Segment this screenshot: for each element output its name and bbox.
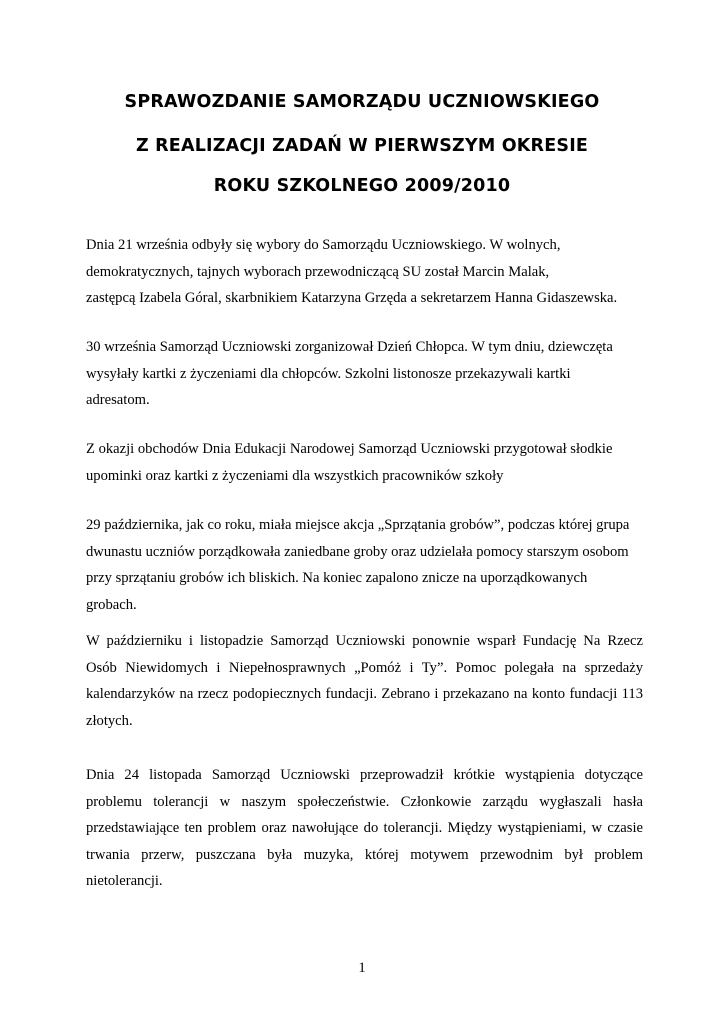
paragraph-line: grobach. [86,596,137,613]
paragraph-line: kalendarzyków na rzecz podopiecznych fundacji. Zebrano i przekazano na konto fundacji 113 [86,686,643,702]
paragraph-teachers-day [86,436,643,489]
paragraph-line: trwania przerw, puszczana była muzyka, której motywem przewodnim był problem [86,846,643,863]
paragraph-line: Dnia 21 września odbyły się wybory do Samorządu Uczniowskiego. W wolnych, [86,237,561,253]
paragraph-line: 29 października, jak co roku, miała miejsce akcja „Sprzątania grobów”, podczas której grupa [86,517,630,533]
paragraph-line: dwunastu uczniów porządkowała zaniedbane groby oraz udzielała pomocy starszym osobom [86,543,629,560]
paragraph-line: problemu tolerancji w naszym społeczeństwie. Członkowie zarządu wygłaszali hasła [86,793,643,810]
paragraph-line: zastępcą Izabela Góral, skarbnikiem Katarzyna Grzęda a sekretarzem Hanna Gidaszewska. [86,290,618,306]
paragraph-foundation-support [86,628,643,734]
page-number: 1 [358,960,366,976]
paragraph-line: Osób Niewidomych i Niepełnosprawnych „Pomóż i Ty”. Pomoc polegała na sprzedaży [86,659,643,676]
paragraph-line: złotych. [86,712,133,729]
paragraph-line: przedstawiające ten problem oraz nawołujące do tolerancji. Między wystąpieniami, w czasie [86,820,643,836]
paragraph-tolerance [86,762,643,895]
paragraph-line: adresatom. [86,392,150,408]
document-title-line-3: ROKU SZKOLNEGO 2009/2010 [213,176,511,196]
paragraph-line: nietolerancji. [86,873,163,889]
paragraph-boys-day [86,334,643,414]
paragraph-elections [86,232,643,312]
document-title-line-2: Z REALIZACJI ZADAŃ W PIERWSZYM OKRESIE [135,136,589,156]
paragraph-line: 30 września Samorząd Uczniowski zorganizował Dzień Chłopca. W tym dniu, dziewczęta [86,339,613,355]
paragraph-line: Dnia 24 listopada Samorząd Uczniowski przeprowadził krótkie wystąpienia dotyczące [86,767,643,783]
paragraph-line: upominki oraz kartki z życzeniami dla wszystkich pracowników szkoły [86,467,504,484]
paragraph-line: przy sprzątaniu grobów ich bliskich. Na koniec zapalono znicze na uporządkowanych [86,570,588,586]
paragraph-graves-cleaning [86,512,643,618]
document-title-line-1: SPRAWOZDANIE SAMORZĄDU UCZNIOWSKIEGO [124,92,600,112]
paragraph-line: wysyłały kartki z życzeniami dla chłopców. Szkolni listonosze przekazywali kartki [86,365,571,382]
paragraph-line: demokratycznych, tajnych wyborach przewodniczącą SU został Marcin Malak, [86,263,550,280]
paragraph-line: Z okazji obchodów Dnia Edukacji Narodowej Samorząd Uczniowski przygotował słodkie [86,441,613,457]
paragraph-line: W październiku i listopadzie Samorząd Uczniowski ponownie wsparł Fundację Na Rzecz [86,633,643,649]
